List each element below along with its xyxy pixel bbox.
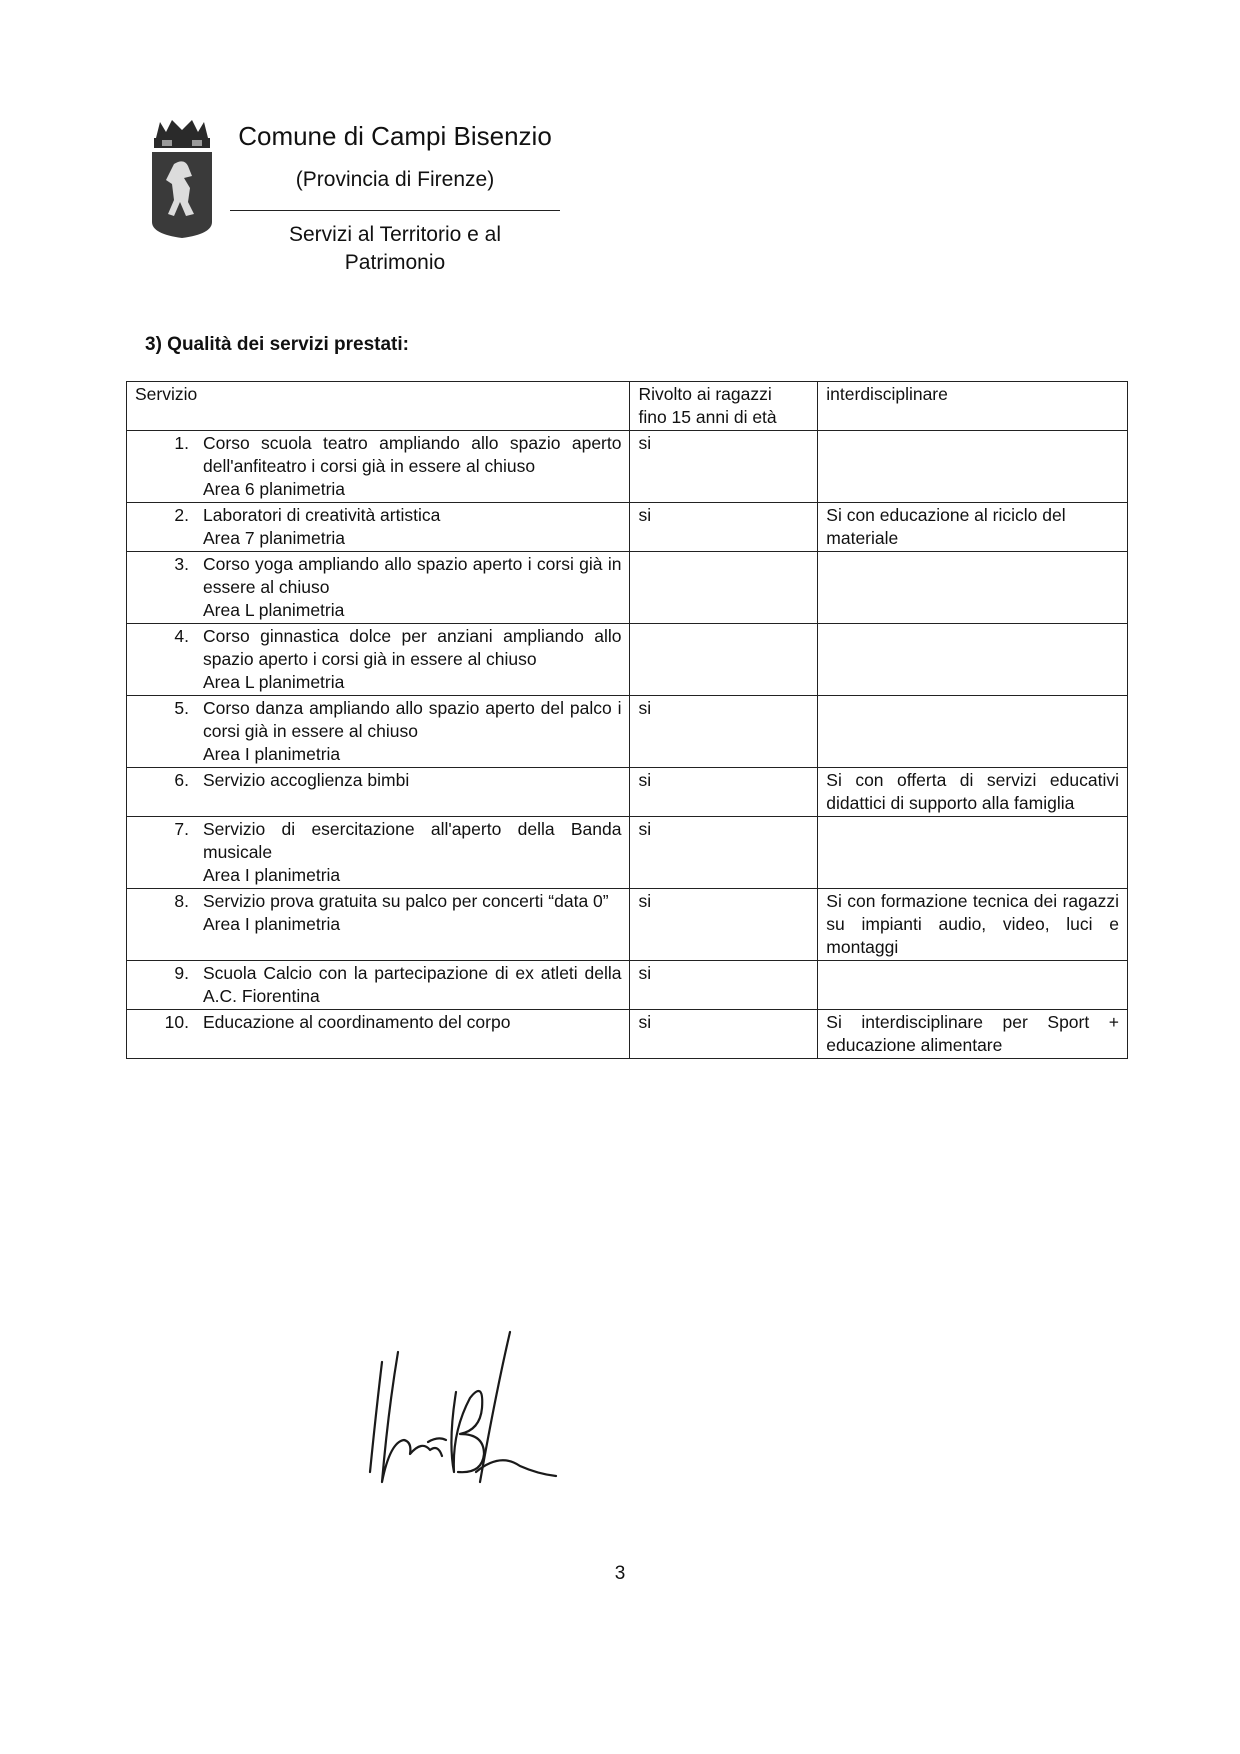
service-area: Area L planimetria xyxy=(203,600,345,620)
service-description: Scuola Calcio con la partecipazione di ex atleti della A.C. Fiorentina xyxy=(203,963,622,1006)
item-number: 8. xyxy=(174,891,189,911)
interdisciplinare-cell xyxy=(818,696,1128,768)
handwritten-signature xyxy=(360,1322,600,1512)
service-cell xyxy=(127,817,630,889)
item-number: 7. xyxy=(174,819,189,839)
service-description: Servizio accoglienza bimbi xyxy=(203,770,410,790)
rivolto-cell: si xyxy=(630,768,818,817)
service-cell xyxy=(127,552,630,624)
interdisciplinare-cell xyxy=(818,817,1128,889)
header-rivolto xyxy=(630,382,818,431)
header-rivolto-line-1: Rivolto ai ragazzi xyxy=(638,384,772,404)
service-cell xyxy=(127,503,630,552)
table-row xyxy=(127,889,1128,961)
service-area: Area I planimetria xyxy=(203,914,341,934)
header-divider xyxy=(230,210,560,211)
service-area: Area 7 planimetria xyxy=(203,528,346,548)
service-cell xyxy=(127,431,630,503)
service-area: Area I planimetria xyxy=(203,865,341,885)
municipal-crest-icon xyxy=(148,118,216,240)
header-interdisciplinare: interdisciplinare xyxy=(818,382,1128,431)
interdisciplinare-cell: Si interdisciplinare per Sport + educazione alimentare xyxy=(818,1010,1128,1059)
service-area: Area I planimetria xyxy=(203,744,341,764)
item-number: 4. xyxy=(174,626,189,646)
item-number: 9. xyxy=(174,963,189,983)
header-rivolto-line-2: fino 15 anni di età xyxy=(638,407,777,427)
section-title: 3) Qualità dei servizi prestati: xyxy=(145,334,409,355)
table-row xyxy=(127,624,1128,696)
service-description: Corso yoga ampliando allo spazio aperto i corsi già in essere al chiuso xyxy=(203,554,622,597)
service-cell xyxy=(127,696,630,768)
letterhead xyxy=(230,120,560,277)
rivolto-cell xyxy=(630,624,818,696)
interdisciplinare-cell xyxy=(818,431,1128,503)
interdisciplinare-cell xyxy=(818,961,1128,1010)
organization-name: Comune di Campi Bisenzio xyxy=(238,121,552,151)
table-row xyxy=(127,961,1128,1010)
service-description: Laboratori di creatività artistica xyxy=(203,505,441,525)
item-number: 3. xyxy=(174,554,189,574)
service-cell xyxy=(127,768,630,817)
service-area: Area 6 planimetria xyxy=(203,479,346,499)
item-number: 5. xyxy=(174,698,189,718)
table-row xyxy=(127,552,1128,624)
service-cell xyxy=(127,1010,630,1059)
province-line: (Provincia di Firenze) xyxy=(295,168,495,191)
service-description: Educazione al coordinamento del corpo xyxy=(203,1012,511,1032)
item-number: 10. xyxy=(164,1012,189,1032)
service-description: Servizio di esercitazione all'aperto della Banda musicale xyxy=(203,819,622,862)
table-row xyxy=(127,1010,1128,1059)
rivolto-cell xyxy=(630,552,818,624)
item-number: 1. xyxy=(174,433,189,453)
item-number: 6. xyxy=(174,770,189,790)
table-row xyxy=(127,817,1128,889)
rivolto-cell: si xyxy=(630,431,818,503)
rivolto-cell: si xyxy=(630,889,818,961)
rivolto-cell: si xyxy=(630,1010,818,1059)
interdisciplinare-cell xyxy=(818,552,1128,624)
rivolto-cell: si xyxy=(630,961,818,1010)
rivolto-cell: si xyxy=(630,817,818,889)
service-description: Corso danza ampliando allo spazio aperto del palco i corsi già in essere al chiuso xyxy=(203,698,622,741)
interdisciplinare-cell xyxy=(818,624,1128,696)
service-cell xyxy=(127,961,630,1010)
table-header-row xyxy=(127,382,1128,431)
service-description: Corso ginnastica dolce per anziani ampliando allo spazio aperto i corsi già in essere al chiuso xyxy=(203,626,622,669)
rivolto-cell: si xyxy=(630,696,818,768)
rivolto-cell: si xyxy=(630,503,818,552)
table-row xyxy=(127,503,1128,552)
page-number: 3 xyxy=(614,1563,626,1584)
service-cell xyxy=(127,889,630,961)
table-row xyxy=(127,431,1128,503)
department-line-1: Servizi al Territorio e al xyxy=(288,223,502,246)
interdisciplinare-cell: Si con educazione al riciclo del materiale xyxy=(818,503,1128,552)
item-number: 2. xyxy=(174,505,189,525)
service-description: Servizio prova gratuita su palco per concerti “data 0” xyxy=(203,891,609,911)
table-row xyxy=(127,768,1128,817)
interdisciplinare-cell: Si con formazione tecnica dei ragazzi su impianti audio, video, luci e montaggi xyxy=(818,889,1128,961)
department-line-2: Patrimonio xyxy=(344,251,446,274)
service-area: Area L planimetria xyxy=(203,672,345,692)
interdisciplinare-cell: Si con offerta di servizi educativi didattici di supporto alla famiglia xyxy=(818,768,1128,817)
service-cell xyxy=(127,624,630,696)
header-servizio: Servizio xyxy=(127,382,630,431)
table-row xyxy=(127,696,1128,768)
services-table xyxy=(126,381,1128,1059)
service-description: Corso scuola teatro ampliando allo spazio aperto dell'anfiteatro i corsi già in essere al chiuso xyxy=(203,433,622,476)
